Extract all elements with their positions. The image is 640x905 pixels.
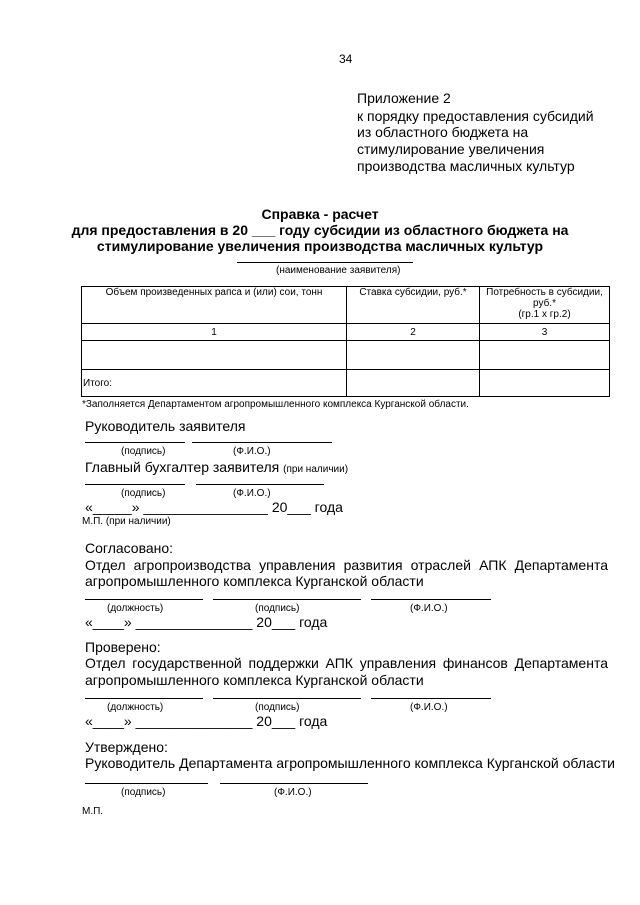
- agreed-fio-line[interactable]: [371, 599, 491, 600]
- table-cell-need[interactable]: [480, 341, 610, 370]
- table-column-number: 3: [480, 324, 610, 341]
- approved-label: Утверждено:: [85, 739, 168, 755]
- head-signature-line[interactable]: [85, 442, 185, 443]
- appendix-line: производства масличных культур: [357, 158, 575, 174]
- table-total-need[interactable]: [480, 370, 610, 397]
- table-header-need: [480, 287, 610, 324]
- chief-accountant-label: Главный бухгалтер заявителя (при наличии): [85, 459, 349, 475]
- appendix-title: Приложение 2: [357, 90, 451, 106]
- checked-label: Проверено:: [85, 639, 161, 655]
- signature-caption: (подпись): [121, 488, 166, 499]
- table-total-rate[interactable]: [347, 370, 480, 397]
- signature-caption: (подпись): [121, 787, 166, 798]
- fio-caption: (Ф.И.О.): [410, 603, 448, 614]
- agreed-department: агропромышленного комплекса Курганской области: [85, 573, 424, 589]
- approved-signature-line[interactable]: [85, 783, 208, 784]
- agreed-signature-line[interactable]: [213, 599, 361, 600]
- document-subtitle: стимулирование увеличения производства масличных культур: [96, 238, 544, 254]
- appendix-line: стимулирование увеличения: [357, 141, 545, 157]
- accountant-signature-line[interactable]: [85, 484, 185, 485]
- fio-caption: (Ф.И.О.): [274, 787, 312, 798]
- table-header-volume: Объем произведенных рапса и (или) сои, тонн: [82, 287, 347, 324]
- fio-caption: (Ф.И.О.): [233, 446, 271, 457]
- accountant-fio-line[interactable]: [196, 484, 324, 485]
- checked-fio-line[interactable]: [371, 698, 491, 699]
- table-column-number: 2: [347, 324, 480, 341]
- date-line[interactable]: «_____» ________________ 20___ года: [85, 499, 343, 515]
- document-title: Справка - расчет: [261, 206, 379, 222]
- head-label: Руководитель заявителя: [85, 418, 246, 434]
- signature-caption: (подпись): [255, 702, 300, 713]
- checked-department: агропромышленного комплекса Курганской области: [85, 672, 424, 688]
- calculation-table: [81, 286, 610, 397]
- agreed-label: Согласовано:: [85, 540, 174, 556]
- table-row: [82, 341, 610, 370]
- table-cell-volume[interactable]: [82, 341, 347, 370]
- agreed-position-line[interactable]: [85, 599, 203, 600]
- table-header-need-formula: (гр.1 х гр.2): [518, 309, 571, 320]
- position-caption: (должность): [107, 702, 164, 713]
- page-number: 34: [339, 52, 353, 66]
- fio-caption: (Ф.И.О.): [233, 488, 271, 499]
- position-caption: (должность): [107, 603, 164, 614]
- appendix-line: к порядку предоставления субсидий: [357, 108, 594, 124]
- checked-signature-line[interactable]: [213, 698, 361, 699]
- table-column-number: 1: [82, 324, 347, 341]
- table-header-rate: Ставка субсидии, руб.*: [347, 287, 480, 324]
- document-subtitle: для предоставления в 20 ___ году субсидии из областного бюджета на: [71, 222, 569, 238]
- checked-department: Отдел государственной поддержки АПК управления финансов Департамента: [85, 655, 608, 671]
- mp-stamp-label: М.П. (при наличии): [82, 516, 171, 527]
- table-total-label: Итого:: [82, 370, 347, 397]
- signature-caption: (подпись): [255, 603, 300, 614]
- table-footnote: *Заполняется Департаментом агропромышленного комплекса Курганской области.: [82, 399, 469, 410]
- date-line[interactable]: «____» _______________ 20___ года: [85, 614, 328, 630]
- head-fio-line[interactable]: [192, 442, 332, 443]
- table-total-row: [82, 370, 610, 397]
- signature-caption: (подпись): [121, 446, 166, 457]
- mp-stamp-label: М.П.: [82, 806, 104, 817]
- date-line[interactable]: «____» _______________ 20___ года: [85, 713, 328, 729]
- fio-caption: (Ф.И.О.): [410, 702, 448, 713]
- applicant-name-line[interactable]: [237, 262, 413, 263]
- appendix-line: из областного бюджета на: [357, 124, 529, 140]
- agreed-department: Отдел агропроизводства управления развития отраслей АПК Департамента: [85, 557, 608, 573]
- approved-head: Руководитель Департамента агропромышленного комплекса Курганской области: [85, 755, 615, 771]
- checked-position-line[interactable]: [85, 698, 203, 699]
- table-cell-rate[interactable]: [347, 341, 480, 370]
- table-header-need-label: Потребность в субсидии, руб.*: [486, 287, 603, 309]
- applicant-caption: (наименование заявителя): [276, 265, 401, 276]
- approved-fio-line[interactable]: [220, 783, 368, 784]
